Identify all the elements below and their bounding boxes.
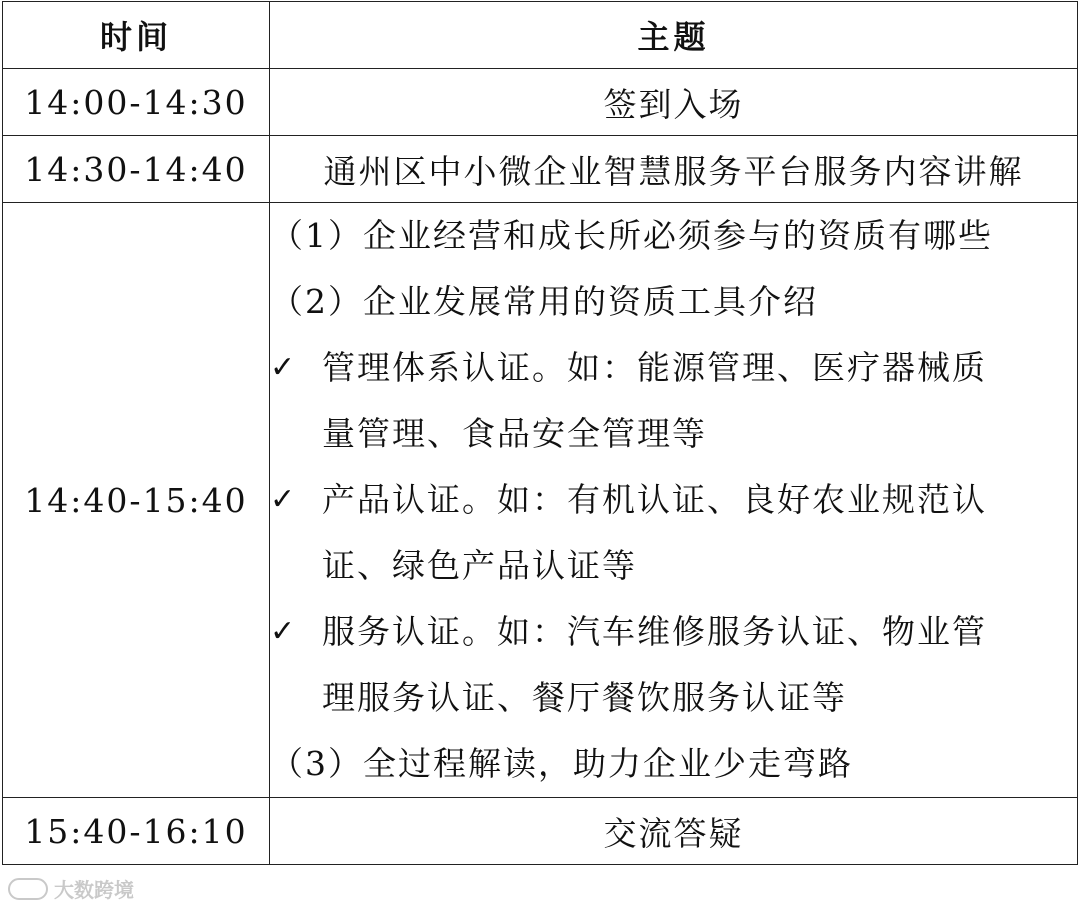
check-line: 服务认证。如：汽车维修服务认证、物业管 bbox=[322, 612, 987, 651]
check-line: 证、绿色产品认证等 bbox=[322, 546, 637, 585]
topic-line: （3）全过程解读，助力企业少走弯路 bbox=[270, 744, 853, 783]
check-icon: ✓ bbox=[270, 482, 298, 517]
header-topic: 主题 bbox=[270, 2, 1078, 69]
check-item bbox=[270, 335, 1077, 467]
check-line: 产品认证。如：有机认证、良好农业规范认 bbox=[322, 480, 987, 519]
watermark bbox=[8, 874, 134, 903]
topic-line: （2）企业发展常用的资质工具介绍 bbox=[270, 282, 818, 321]
watermark-text: 大数跨境 bbox=[54, 878, 134, 902]
table-row bbox=[3, 136, 1078, 203]
table-header-row bbox=[3, 2, 1078, 69]
header-time: 时间 bbox=[3, 2, 270, 69]
topic-list-cell bbox=[270, 203, 1078, 798]
check-icon: ✓ bbox=[270, 350, 298, 385]
time-cell: 15:40-16:10 bbox=[3, 798, 270, 865]
topic-line: （1）企业经营和成长所必须参与的资质有哪些 bbox=[270, 216, 993, 255]
check-line: 管理体系认证。如：能源管理、医疗器械质 bbox=[322, 348, 987, 387]
schedule-table bbox=[2, 1, 1078, 865]
table-row bbox=[3, 798, 1078, 865]
check-item bbox=[270, 467, 1077, 599]
check-line: 量管理、食品安全管理等 bbox=[322, 414, 707, 453]
topic-cell: 交流答疑 bbox=[270, 798, 1078, 865]
check-item bbox=[270, 599, 1077, 731]
check-icon: ✓ bbox=[270, 614, 298, 649]
time-cell: 14:40-15:40 bbox=[3, 203, 270, 798]
table-row bbox=[3, 203, 1078, 798]
time-cell: 14:00-14:30 bbox=[3, 69, 270, 136]
topic-cell: 签到入场 bbox=[270, 69, 1078, 136]
time-cell: 14:30-14:40 bbox=[3, 136, 270, 203]
check-line: 理服务认证、餐厅餐饮服务认证等 bbox=[322, 678, 847, 717]
table-row bbox=[3, 69, 1078, 136]
topic-cell: 通州区中小微企业智慧服务平台服务内容讲解 bbox=[270, 136, 1078, 203]
watermark-logo-icon bbox=[8, 878, 48, 900]
